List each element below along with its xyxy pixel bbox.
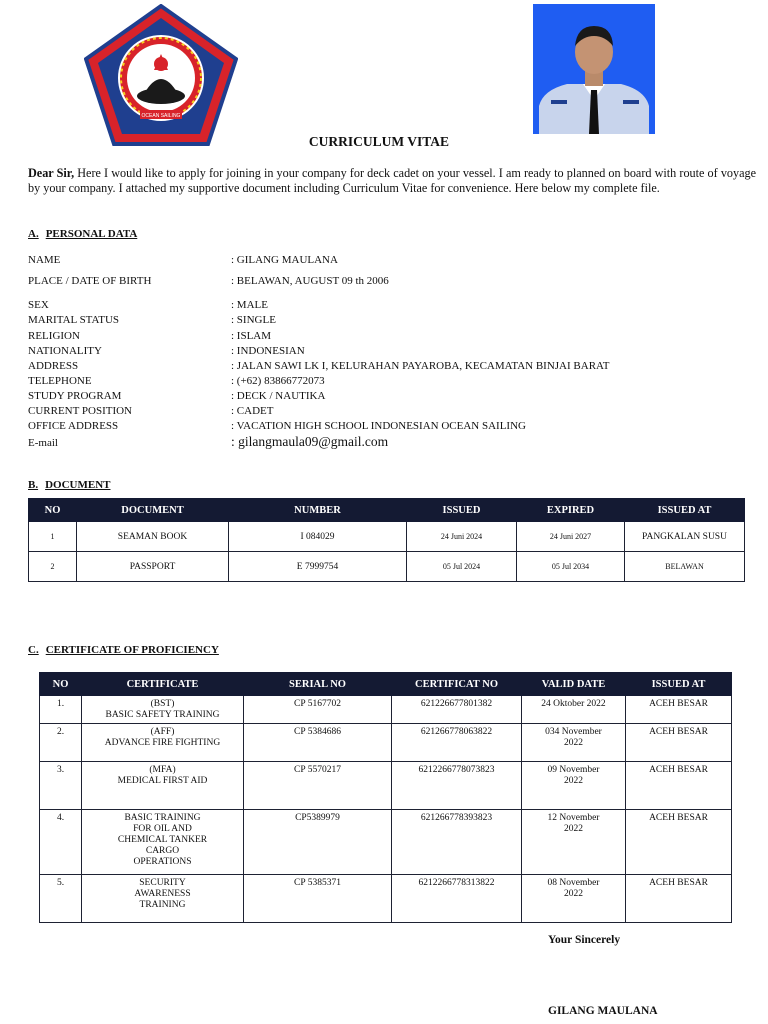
cell-certificate: BASIC TRAINING FOR OIL AND CHEMICAL TANKER CARGO OPERATIONS	[82, 810, 244, 875]
cell-certificate: (BST) BASIC SAFETY TRAINING	[82, 696, 244, 724]
cell-valid-date: 09 November 2022	[522, 762, 626, 810]
section-letter: A.	[28, 228, 39, 240]
cell-serial-no: CP 5570217	[244, 762, 392, 810]
table-row	[40, 724, 732, 762]
signer-name: GILANG MAULANA	[548, 1005, 658, 1017]
field-value-address: : JALAN SAWI LK I, KELURAHAN PAYAROBA, KECAMATAN BINJAI BARAT	[231, 360, 610, 372]
column-header: EXPIRED	[517, 499, 625, 522]
column-header: ISSUED	[407, 499, 517, 522]
intro-paragraph	[28, 166, 756, 195]
field-label-email: E-mail	[28, 437, 58, 449]
table-row	[40, 810, 732, 875]
cell-issued-at: ACEH BESAR	[626, 724, 732, 762]
salutation: Dear Sir,	[28, 166, 75, 180]
table-row	[29, 522, 745, 552]
cell-valid-date: 24 Oktober 2022	[522, 696, 626, 724]
cell-certificate-no: 6212266778313822	[392, 875, 522, 923]
document-table	[28, 498, 745, 582]
table-row	[40, 875, 732, 923]
field-value-study-program: : DECK / NAUTIKA	[231, 390, 326, 402]
cell-no: 2	[29, 552, 77, 582]
cell-issued-at: BELAWAN	[625, 552, 745, 582]
field-label-religion: RELIGION	[28, 330, 80, 342]
column-header: NO	[40, 673, 82, 696]
cell-certificate: SECURITY AWARENESS TRAINING	[82, 875, 244, 923]
section-title: CERTIFICATE OF PROFICIENCY	[45, 644, 219, 656]
field-value-nationality: : INDONESIAN	[231, 345, 305, 357]
cell-expired: 05 Jul 2034	[517, 552, 625, 582]
field-label-position: CURRENT POSITION	[28, 405, 133, 417]
table-row	[40, 696, 732, 724]
section-title: DOCUMENT	[45, 479, 111, 491]
table-header-row	[29, 499, 745, 522]
field-value-marital: : SINGLE	[231, 314, 276, 326]
cell-expired: 24 Juni 2027	[517, 522, 625, 552]
cell-certificate: (MFA) MEDICAL FIRST AID	[82, 762, 244, 810]
section-letter: C.	[28, 644, 39, 656]
column-header: VALID DATE	[522, 673, 626, 696]
field-value-religion: : ISLAM	[231, 330, 272, 342]
cell-no: 1.	[40, 696, 82, 724]
cell-valid-date: 08 November 2022	[522, 875, 626, 923]
cell-serial-no: CP 5384686	[244, 724, 392, 762]
column-header: CERTIFICAT NO	[392, 673, 522, 696]
field-label-office-address: OFFICE ADDRESS	[28, 420, 119, 432]
cell-issued: 05 Jul 2024	[407, 552, 517, 582]
column-header: CERTIFICATE	[82, 673, 244, 696]
profile-photo	[533, 4, 655, 134]
cell-no: 4.	[40, 810, 82, 875]
closing-text: Your Sincerely	[548, 934, 621, 946]
column-header: SERIAL NO	[244, 673, 392, 696]
cell-valid-date: 12 November 2022	[522, 810, 626, 875]
field-value-position: : CADET	[231, 405, 274, 417]
person-portrait-icon	[533, 4, 655, 134]
cell-certificate: (AFF) ADVANCE FIRE FIGHTING	[82, 724, 244, 762]
cell-issued: 24 Juni 2024	[407, 522, 517, 552]
field-value-office-address: : VACATION HIGH SCHOOL INDONESIAN OCEAN SAILING	[231, 420, 526, 432]
cell-number: E 7999754	[229, 552, 407, 582]
table-header-row	[40, 673, 732, 696]
cell-certificate-no: 621266778063822	[392, 724, 522, 762]
field-label-marital: MARITAL STATUS	[28, 314, 120, 326]
field-label-name: NAME	[28, 254, 61, 266]
cell-issued-at: ACEH BESAR	[626, 875, 732, 923]
cell-valid-date: 034 November 2022	[522, 724, 626, 762]
section-title: PERSONAL DATA	[45, 228, 138, 240]
section-certificate-heading	[28, 644, 219, 656]
field-label-sex: SEX	[28, 299, 49, 311]
section-personal-heading	[28, 228, 137, 240]
field-label-telephone: TELEPHONE	[28, 375, 92, 387]
cell-certificate-no: 621266778393823	[392, 810, 522, 875]
cell-no: 5.	[40, 875, 82, 923]
field-label-study-program: STUDY PROGRAM	[28, 390, 122, 402]
cell-certificate-no: 621226677801382	[392, 696, 522, 724]
cell-no: 3.	[40, 762, 82, 810]
document-title: CURRICULUM VITAE	[308, 134, 450, 149]
intro-body: Here I would like to apply for joining in your company for deck cadet on your vessel. I am ready to planned on board with route of voyage by your company. I attached my supportive document including Curriculum Vitae for convenience. Here below my complete file.	[28, 166, 757, 195]
section-document-heading	[28, 479, 110, 491]
cell-issued-at: ACEH BESAR	[626, 810, 732, 875]
cell-no: 1	[29, 522, 77, 552]
field-value-birth: : BELAWAN, AUGUST 09 th 2006	[231, 275, 389, 287]
cell-document: PASSPORT	[77, 552, 229, 582]
field-value-sex: : MALE	[231, 299, 268, 311]
cell-no: 2.	[40, 724, 82, 762]
column-header: DOCUMENT	[77, 499, 229, 522]
cell-serial-no: CP 5385371	[244, 875, 392, 923]
column-header: ISSUED AT	[626, 673, 732, 696]
column-header: NO	[29, 499, 77, 522]
section-letter: B.	[28, 479, 39, 491]
table-row	[40, 762, 732, 810]
cell-serial-no: CP 5167702	[244, 696, 392, 724]
field-value-name: : GILANG MAULANA	[231, 254, 338, 266]
school-logo	[84, 4, 238, 146]
table-row	[29, 552, 745, 582]
column-header: ISSUED AT	[625, 499, 745, 522]
cell-serial-no: CP5389979	[244, 810, 392, 875]
cell-number: I 084029	[229, 522, 407, 552]
field-value-telephone: : (+62) 83866772073	[231, 375, 325, 387]
column-header: NUMBER	[229, 499, 407, 522]
pentagon-emblem-icon	[84, 4, 238, 146]
field-label-birth: PLACE / DATE OF BIRTH	[28, 275, 152, 287]
cell-issued-at: PANGKALAN SUSU	[625, 522, 745, 552]
field-label-nationality: NATIONALITY	[28, 345, 102, 357]
certificate-table	[39, 672, 732, 923]
logo-text: OCEAN SAILING	[141, 113, 181, 119]
cell-certificate-no: 6212266778073823	[392, 762, 522, 810]
cell-issued-at: ACEH BESAR	[626, 762, 732, 810]
field-value-email: : gilangmaula09@gmail.com	[231, 434, 389, 449]
field-label-address: ADDRESS	[28, 360, 79, 372]
cell-issued-at: ACEH BESAR	[626, 696, 732, 724]
cell-document: SEAMAN BOOK	[77, 522, 229, 552]
